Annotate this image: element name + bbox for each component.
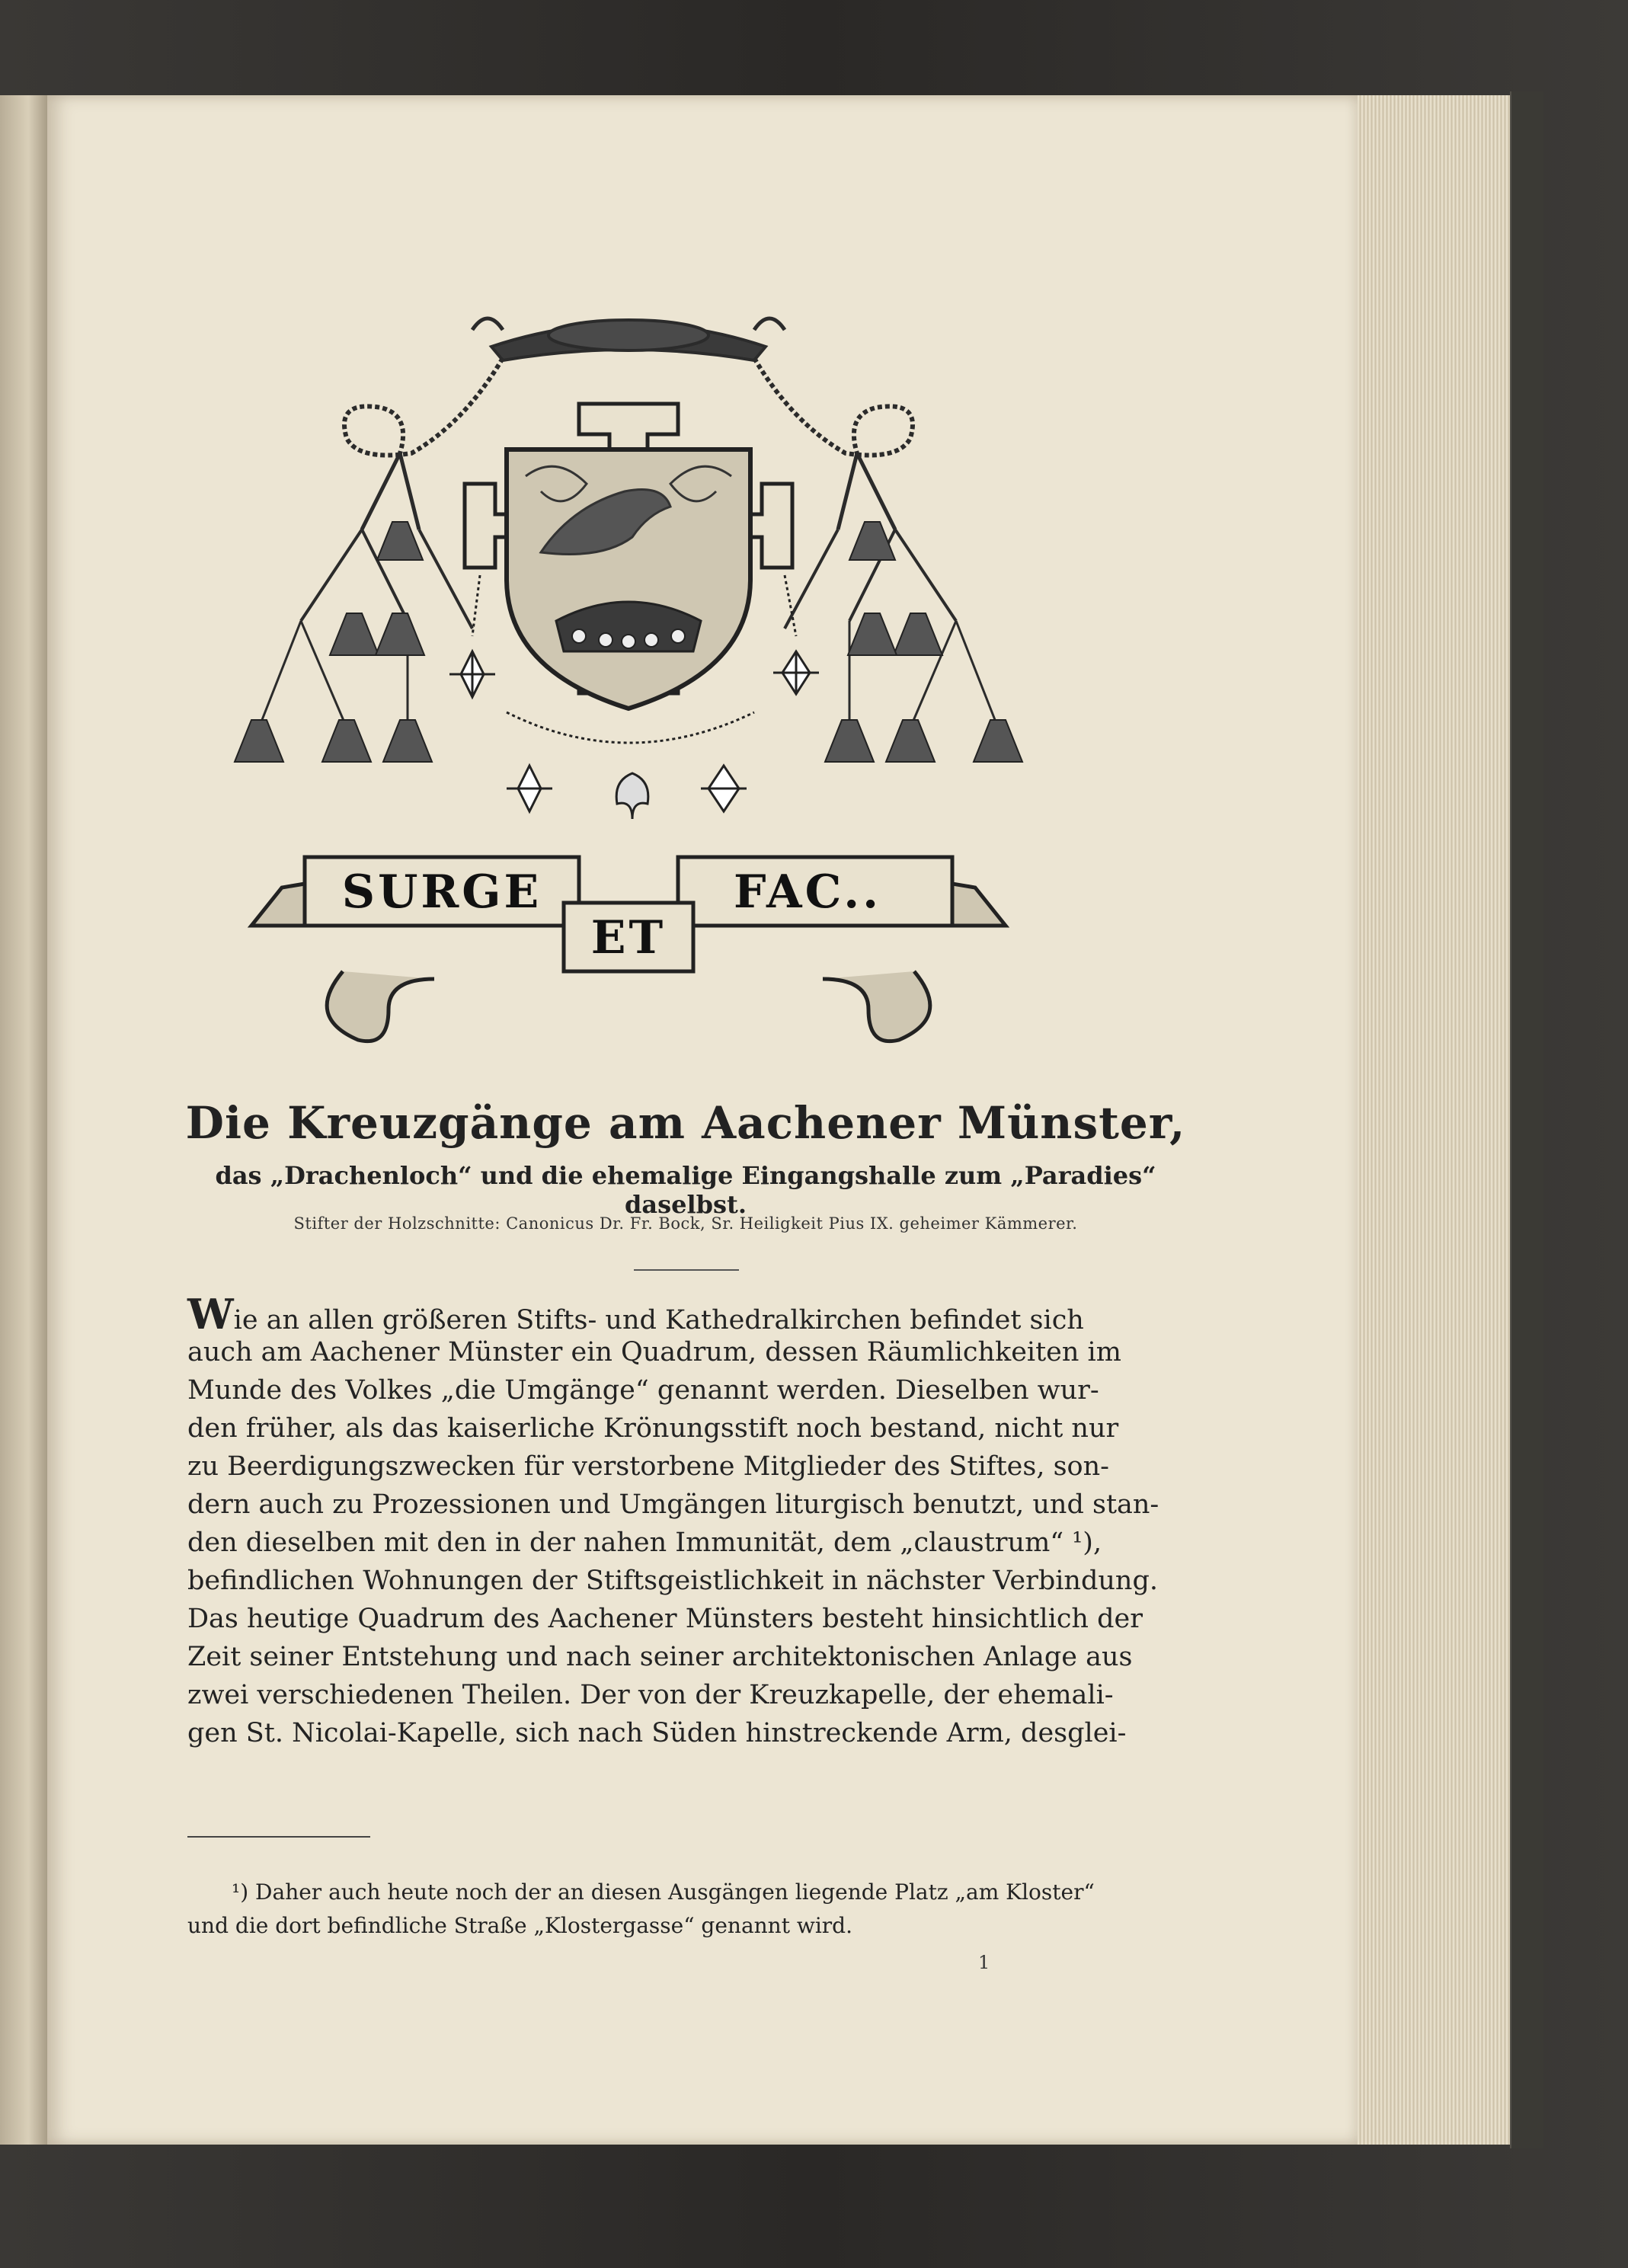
body-line bbox=[187, 1290, 1117, 1339]
body-line bbox=[187, 1600, 1143, 1638]
body-line bbox=[187, 1409, 1117, 1447]
footnote-line: und die dort befindliche Straße „Klostergasse“ genannt wird. bbox=[187, 1913, 852, 1938]
page-title: Die Kreuzgänge am Aachener Münster, bbox=[185, 1097, 1186, 1149]
body-line bbox=[187, 1486, 1159, 1524]
body-line bbox=[187, 1676, 1117, 1714]
body-line bbox=[187, 1524, 1117, 1562]
banner-middle-text: ET bbox=[590, 911, 667, 964]
body-line bbox=[187, 1562, 1158, 1600]
body-line-text: zu Beerdigungszwecken für verstorbene Mitglieder des Stiftes, son- bbox=[187, 1451, 1109, 1482]
body-line-text: Zeit seiner Entstehung und nach seiner architektonischen Anlage aus bbox=[187, 1642, 1133, 1672]
body-line-text: Das heutige Quadrum des Aachener Münsters besteht hinsichtlich der bbox=[187, 1604, 1143, 1634]
body-line bbox=[187, 1447, 1117, 1486]
body-line-text: ie an allen größeren Stifts- und Kathedralkirchen befindet sich bbox=[233, 1305, 1084, 1336]
book-cover bbox=[1510, 91, 1543, 2148]
facing-page-edge bbox=[0, 95, 47, 2145]
body-line bbox=[187, 1371, 1117, 1409]
body-line bbox=[187, 1714, 1127, 1752]
body-line-text: dern auch zu Prozessionen und Umgängen liturgisch benutzt, und stan- bbox=[187, 1489, 1159, 1520]
body-paragraph bbox=[187, 1290, 1159, 1752]
banner-right-text: FAC.. bbox=[733, 865, 882, 919]
woodcut-credit: Stifter der Holzschnitte: Canonicus Dr. Fr. Bock, Sr. Heiligkeit Pius IX. geheimer Kämmerer. bbox=[293, 1214, 1078, 1233]
page-stack-edge bbox=[1358, 95, 1510, 2145]
banner-left-text: SURGE bbox=[341, 865, 542, 919]
signature-mark: 1 bbox=[978, 1952, 990, 1973]
footnote bbox=[187, 1876, 1117, 1943]
body-line-text: den dieselben mit den in der nahen Immunität, dem „claustrum“ ¹), bbox=[187, 1527, 1102, 1558]
body-line-text: befindlichen Wohnungen der Stiftsgeistlichkeit in nächster Verbindung. bbox=[187, 1566, 1158, 1596]
page-subtitle: das „Drachenloch“ und die ehemalige Eingangshalle zum „Paradies“ daselbst. bbox=[215, 1161, 1156, 1219]
body-line-text: auch am Aachener Münster ein Quadrum, dessen Räumlichkeiten im bbox=[187, 1337, 1121, 1368]
coat-of-arms-emblem bbox=[221, 301, 1036, 1070]
footnote-rule bbox=[187, 1836, 370, 1838]
body-line bbox=[187, 1333, 1121, 1371]
body-line-text: den früher, als das kaiserliche Krönungsstift noch bestand, nicht nur bbox=[187, 1413, 1119, 1444]
footnote-line: ¹) Daher auch heute noch der an diesen Ausgängen liegende Platz „am Kloster“ bbox=[232, 1879, 1095, 1905]
body-line-text: Munde des Volkes „die Umgänge“ genannt werden. Dieselben wur- bbox=[187, 1375, 1099, 1406]
body-line-text: gen St. Nicolai-Kapelle, sich nach Süden hinstreckende Arm, desglei- bbox=[187, 1718, 1127, 1748]
drop-cap: W bbox=[187, 1290, 234, 1339]
body-line bbox=[187, 1638, 1133, 1676]
body-line-text: zwei verschiedenen Theilen. Der von der Kreuzkapelle, der ehemali- bbox=[187, 1680, 1114, 1710]
section-divider bbox=[634, 1269, 739, 1271]
